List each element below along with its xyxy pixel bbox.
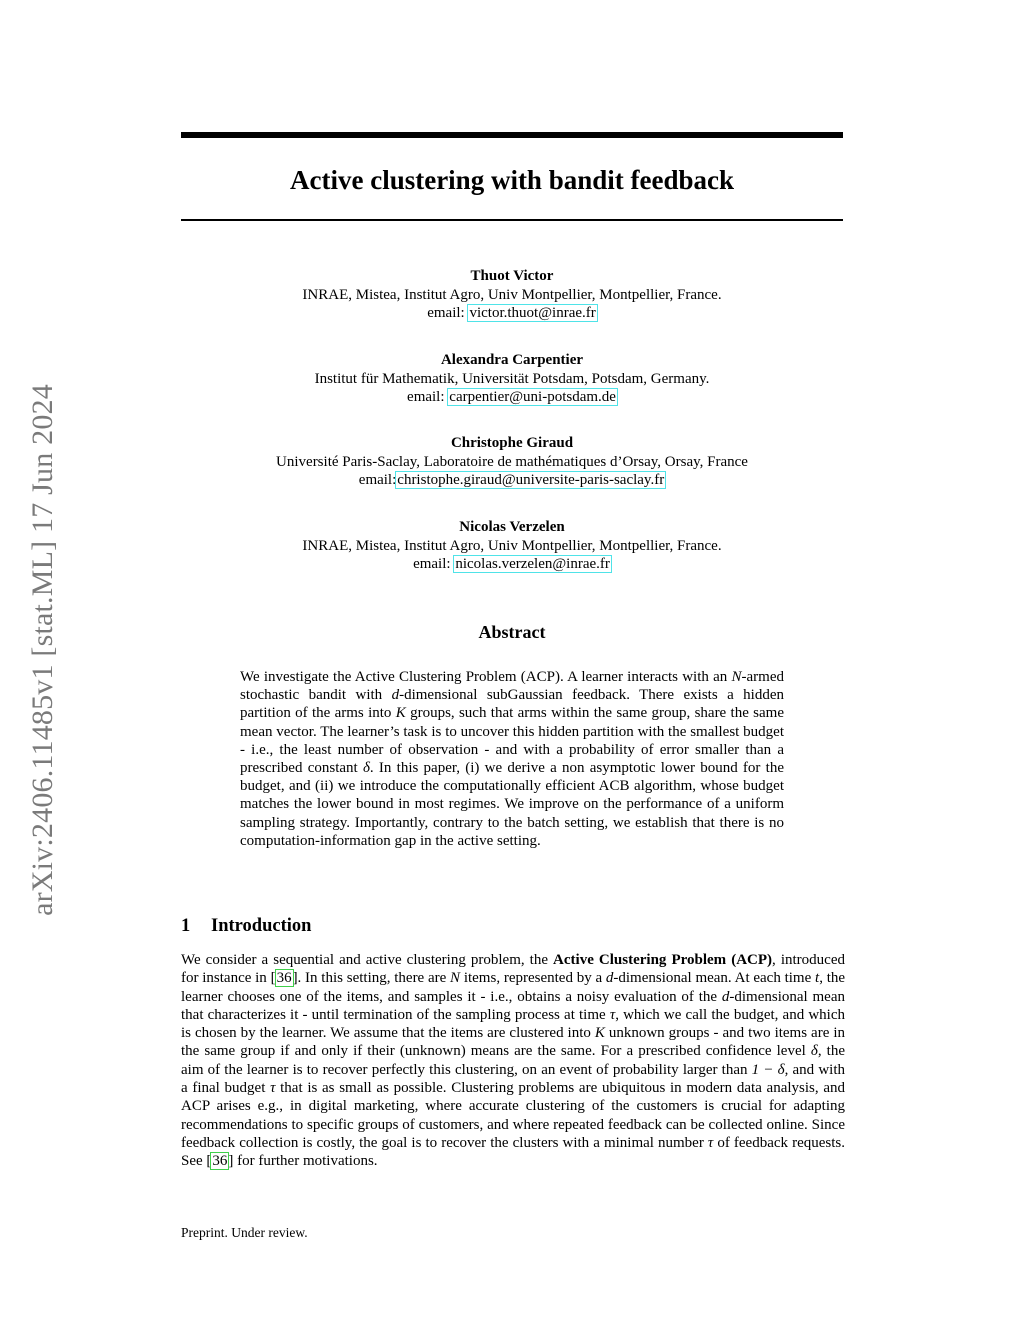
email-label: email: xyxy=(358,472,397,488)
citation-link[interactable]: 36 xyxy=(212,1153,228,1170)
math-N: N xyxy=(731,669,742,685)
author-block-1 xyxy=(181,267,843,323)
abstract-text: We investigate the Active Clustering Problem (ACP). A learner interacts with an N-armed stochastic bandit with d-dimensional subGaussian feedback. There exists a hidden partition of the arms into K groups, such that arms within the same group, share the same mean vector. The learner’s task is to uncover this hidden partition with the smallest budget - i.e., the least number of observation - and with a probability of error smaller than a prescribed constant δ. In this paper, (i) we derive a non asymptotic lower bound for the budget, and (ii) we introduce the computationally efficient ACB algorithm, whose budget matches the lower bound in most regimes. We improve on the performance of a uniform sampling strategy. Importantly, contrary to the batch setting, we establish that there is no computation-information gap in the active setting. xyxy=(240,669,785,849)
section-heading-introduction xyxy=(181,914,843,938)
author-email-link[interactable]: nicolas.verzelen@inrae.fr xyxy=(455,556,610,572)
math-N: N xyxy=(450,970,461,987)
author-affiliation: Université Paris-Saclay, Laboratoire de mathématiques d’Orsay, Orsay, France xyxy=(276,453,748,470)
author-email-link[interactable]: carpentier@uni-potsdam.de xyxy=(449,389,616,405)
email-label: email: xyxy=(413,556,455,572)
math-tau: τ xyxy=(707,1134,714,1151)
math-one-minus-delta: 1 − δ xyxy=(751,1061,785,1078)
author-email-line xyxy=(181,388,843,407)
arxiv-sidebar-identifier: arXiv:2406.11485v1 [stat.ML] 17 Jun 2024 xyxy=(26,384,59,916)
author-affiliation: INRAE, Mistea, Institut Agro, Univ Montpellier, Montpellier, France. xyxy=(302,286,722,303)
paper-title: Active clustering with bandit feedback xyxy=(290,165,734,195)
bold-term: Active Clustering Problem (ACP) xyxy=(553,952,773,968)
email-label: email: xyxy=(407,389,449,405)
citation-link[interactable]: 36 xyxy=(276,970,292,987)
math-d: d xyxy=(391,687,400,704)
math-K: K xyxy=(395,705,406,722)
email-label: email: xyxy=(427,305,469,321)
introduction-paragraph: We consider a sequential and active clustering problem, the Active Clustering Problem (ACP), introduced for instance in [36]. In this setting, there are N items, represented by a d-dimensional mean. At each time t, the learner chooses one of the items, and samples it - i.e., obtains a noisy evaluation of the d-dimensional mean that characterizes it - until termination of the sampling process at time τ, which we call the budget, and which is chosen by the learner. We assume that the items are clustered into K unknown groups - and two items are in the same group if and only if their (unknown) means are the same. For a prescribed confidence level δ, the aim of the learner is to recover perfectly this clustering, on an event of probability larger than 1 − δ, and with a final budget τ that is as small as possible. Clustering problems are ubiquitous in modern data analysis, and ACP arises e.g., in digital marketing, where accurate clustering of the customers is crucial for adapting recommendations to specific groups of customers, and where repeated feedback can be collected online. Since feedback collection is costly, the goal is to recover the clusters with a minimal number τ of feedback requests. See [36] for further motivations. xyxy=(181,952,846,1170)
section-number: 1 xyxy=(181,916,191,936)
math-K: K xyxy=(594,1025,605,1042)
section-title: Introduction xyxy=(211,916,312,936)
math-tau: τ xyxy=(270,1080,276,1097)
author-email-link[interactable]: victor.thuot@inrae.fr xyxy=(469,305,596,321)
title-bottom-rule xyxy=(181,219,843,221)
author-affiliation: INRAE, Mistea, Institut Agro, Univ Montpellier, Montpellier, France. xyxy=(302,537,722,554)
math-delta: δ xyxy=(810,1043,818,1060)
math-d: d xyxy=(721,988,730,1005)
math-delta: δ xyxy=(362,760,370,777)
abstract-heading: Abstract xyxy=(478,622,546,642)
author-affiliation: Institut für Mathematik, Universität Potsdam, Potsdam, Germany. xyxy=(314,370,710,387)
author-name: Nicolas Verzelen xyxy=(459,519,565,535)
author-block-2 xyxy=(181,351,843,407)
author-name: Alexandra Carpentier xyxy=(440,352,584,368)
author-block-3 xyxy=(181,434,843,490)
author-name: Christophe Giraud xyxy=(450,435,574,451)
math-d: d xyxy=(605,970,614,987)
author-email-link[interactable]: christophe.giraud@universite-paris-saclay.fr xyxy=(397,472,665,488)
title-top-rule xyxy=(181,132,843,138)
author-email-line xyxy=(181,471,843,490)
math-tau: τ xyxy=(609,1006,616,1023)
author-name: Thuot Victor xyxy=(470,268,554,284)
footer-note: Preprint. Under review. xyxy=(181,1225,308,1240)
author-email-line xyxy=(181,304,843,323)
author-email-line xyxy=(181,555,843,574)
author-block-4 xyxy=(181,518,843,574)
math-t: t xyxy=(815,970,820,987)
